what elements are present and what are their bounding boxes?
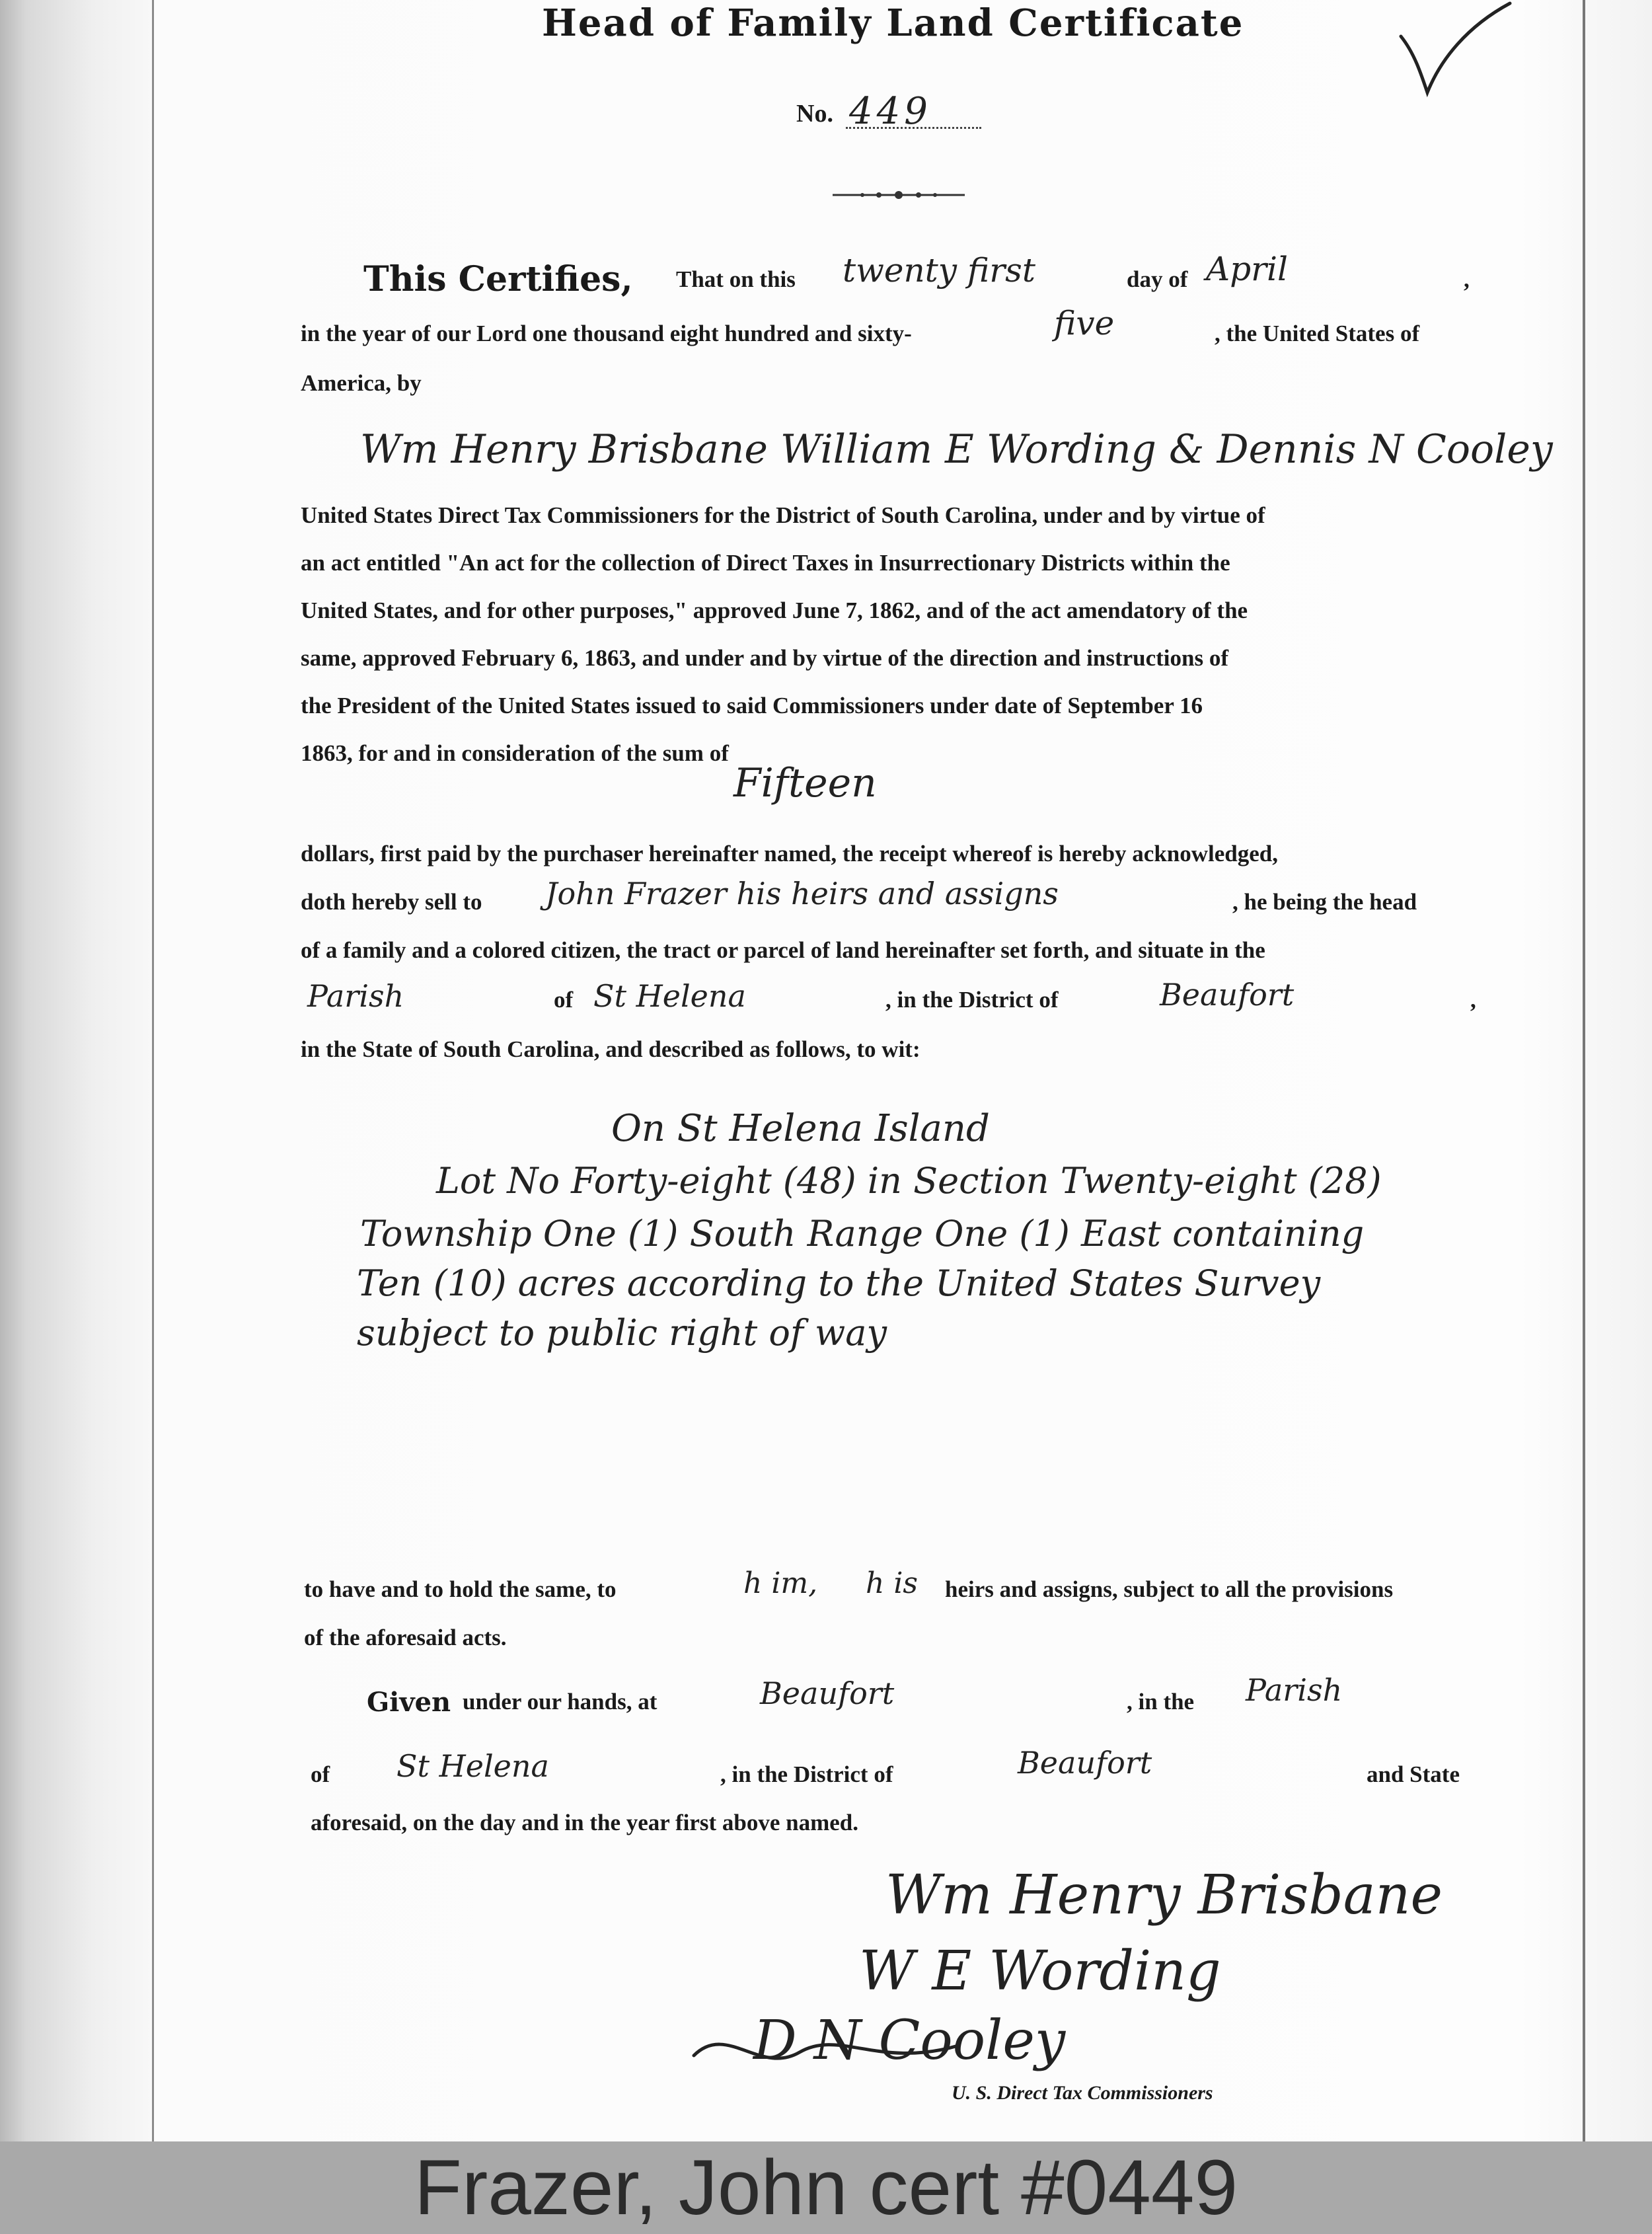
para-line-1: United States Direct Tax Commissioners for the District of South Carolina, under and by virtue of	[301, 502, 1265, 528]
line1-text-b: day of	[1127, 266, 1188, 292]
certificate-title: Head of Family Land Certificate	[542, 1, 1244, 45]
left-margin-rule	[152, 0, 154, 2141]
number-dotted-line	[846, 127, 981, 129]
given-parish-handwritten: Parish	[1246, 1672, 1343, 1708]
signature-cooley: D N Cooley	[753, 2009, 1066, 2072]
description-line-4: Ten (10) acres according to the United States Survey	[357, 1262, 1321, 1304]
district-handwritten: Beaufort	[1160, 977, 1295, 1013]
family-line: of a family and a colored citizen, the tract or parcel of land hereinafter set forth, and situate in the	[301, 937, 1265, 963]
year-handwritten: five	[1054, 304, 1115, 342]
given-parish-name-handwritten: St Helena	[396, 1748, 549, 1784]
line2-text-a: in the year of our Lord one thousand eight hundred and sixty-	[301, 321, 912, 346]
signature-flourish	[687, 2016, 965, 2082]
line1-text-a: That on this	[676, 266, 796, 292]
given-place-handwritten: Beaufort	[760, 1676, 895, 1711]
state-line: in the State of South Carolina, and described as follows, to wit:	[301, 1036, 920, 1062]
line2-text-b: , the United States of	[1215, 321, 1420, 346]
given-text-b: , in the	[1127, 1689, 1195, 1714]
sum-handwritten: Fifteen	[733, 760, 877, 806]
description-line-1: On St Helena Island	[611, 1107, 990, 1150]
day-handwritten: twenty first	[843, 251, 1035, 289]
hold-text-c: of the aforesaid acts.	[304, 1625, 507, 1650]
of-label: of	[554, 987, 574, 1013]
certifies-heading: This Certifies,	[363, 259, 633, 299]
aforesaid-line: aforesaid, on the day and in the year first above named.	[311, 1810, 859, 1835]
signature-wording: W E Wording	[859, 1940, 1221, 2003]
para-line-6: 1863, for and in consideration of the sum of	[301, 740, 729, 766]
dollars-line: dollars, first paid by the purchaser hereinafter named, the receipt whereof is hereby acknowledged,	[301, 841, 1279, 867]
para-line-2: an act entitled "An act for the collection of Direct Taxes in Insurrectionary Districts within the	[301, 550, 1230, 576]
para-line-3: United States, and for other purposes," approved June 7, 1862, and of the act amendatory of the	[301, 597, 1248, 623]
and-state-text: and State	[1367, 1761, 1460, 1787]
parish-handwritten: Parish	[307, 978, 404, 1014]
check-mark-icon	[1394, 0, 1513, 99]
para-line-4: same, approved February 6, 1863, and under and by virtue of the direction and instructions of	[301, 645, 1228, 671]
certificate-number-label: No.	[796, 100, 833, 128]
given-district-handwritten: Beaufort	[1018, 1745, 1152, 1781]
given-heading: Given	[367, 1687, 451, 1718]
commissioners-title: U. S. Direct Tax Commissioners	[952, 2082, 1213, 2104]
description-line-5: subject to public right of way	[357, 1312, 887, 1354]
caption-bar	[0, 2141, 1652, 2234]
description-line-2: Lot No Forty-eight (48) in Section Twenty-eight (28)	[436, 1160, 1382, 1202]
purchaser-handwritten: John Frazer his heirs and assigns	[545, 876, 1059, 911]
sell-text-a: doth hereby sell to	[301, 889, 482, 915]
hold-him: h im,	[743, 1566, 818, 1600]
description-line-3: Township One (1) South Range One (1) East containing	[360, 1213, 1365, 1254]
ornament-divider	[829, 185, 968, 205]
para-line-5: the President of the United States issued to said Commissioners under date of September 16	[301, 693, 1203, 718]
hold-his: h is	[866, 1566, 918, 1600]
given-text-a: under our hands, at	[463, 1689, 657, 1714]
of2-label: of	[311, 1761, 330, 1787]
hold-text-a: to have and to hold the same, to	[304, 1576, 617, 1602]
signature-brisbane: Wm Henry Brisbane	[885, 1864, 1443, 1927]
month-handwritten: April	[1206, 250, 1288, 288]
caption-text: Frazer, John cert #0449	[414, 2144, 1238, 2231]
binding-shadow	[0, 0, 152, 2141]
district-label: , in the District of	[885, 987, 1059, 1013]
right-margin-rule	[1583, 0, 1585, 2141]
commissioners-handwritten: Wm Henry Brisbane William E Wording & Dennis N Cooley	[360, 426, 1553, 473]
hold-text-b: heirs and assigns, subject to all the provisions	[945, 1576, 1394, 1602]
parish-name-handwritten: St Helena	[593, 978, 746, 1014]
sell-text-b: , he being the head	[1232, 889, 1417, 915]
line3-text: America, by	[301, 370, 422, 396]
given-district-label: , in the District of	[720, 1761, 893, 1787]
document-page: Head of Family Land Certificate No. 449 This Certifies, That on this twenty first day of April , in the year of our Lord one thousand eight hundred and sixty- five , the United States of America, by Wm Henry Brisbane William E Wording & Dennis N Cooley United States Direct Tax Commissioners for the District of South Carolina, under and by virtue of an act entitled "An act for the collection of Direct Taxes in Insurrectionary Districts within the United States, and for other purposes," approved June 7, 1862, and of the act amendatory of the same, approved February 6, 1863, and under and by virtue of the direction and instructions of the President of the United States issued to said Commissioners under date of September 16 1863, for and in consideration of the sum of Fifteen dollars, first paid by the purchaser hereinafter named, the receipt whereof is hereby acknowledged, doth hereby sell to John Frazer his heirs and assigns , he being the head of a family and a colored citizen, the tract or parcel of land hereinafter set forth, and situate in the Parish of St Helena , in the District of Beaufort , in the State of South Carolina, and described as follows, to wit: On St Helena Island Lot No Forty-eight (48) in Section Twenty-eight (28) Township One (1) South Range One (1) East containing Ten (10) acres according to the United States Survey subject to public right of way to have and to hold the same, to h im, h is heirs and assigns, subject to all the provisions of the aforesaid acts. Given under our hands, at Beaufort , in the Parish of St Helena , in the District of Beaufort and State aforesaid, on the day and in the year first above named. Wm Henry Brisbane W E Wording D N Cooley U. S. Direct Tax Commissioners	[0, 0, 1652, 2141]
certificate-number: 449	[849, 90, 932, 133]
